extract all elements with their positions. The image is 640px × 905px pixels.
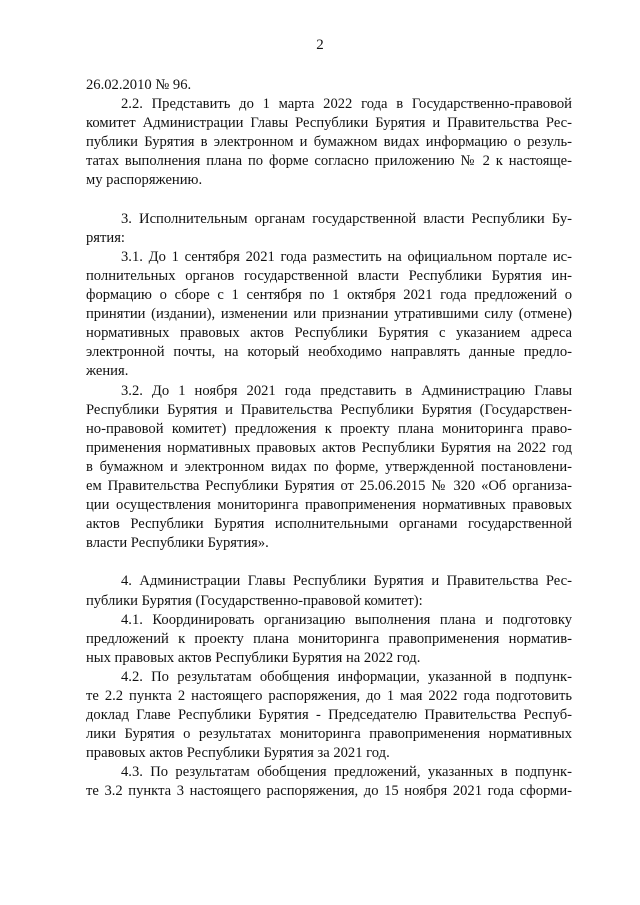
text-line: 4.3. По результатам обобщения предложений, указанных в подпунк- bbox=[121, 764, 572, 781]
text-line: татах выполнения плана по форме согласно приложению № 2 к настояще- bbox=[86, 153, 572, 170]
text-line: Республики Бурятия и Правительства Республики Бурятия (Государствен- bbox=[86, 401, 572, 418]
text-line: принятии (издании), изменении или признании утратившими силу (отмене) bbox=[86, 306, 572, 323]
paragraph-gap bbox=[86, 553, 572, 572]
text-line: электронной почты, на который необходимо направлять данные предло- bbox=[86, 344, 572, 361]
text-line: полнительных органов государственной власти Республики Бурятия ин- bbox=[86, 267, 572, 284]
text-line: жения. bbox=[86, 363, 129, 380]
text-line: 3.2. До 1 ноября 2021 года представить в Администрацию Главы bbox=[121, 382, 572, 399]
page-number: 2 bbox=[316, 37, 324, 53]
text-line: правовых актов Республики Бурятия за 2021 год. bbox=[86, 745, 390, 762]
text-line: 26.02.2010 № 96. bbox=[86, 77, 192, 93]
paragraph-gap bbox=[86, 191, 572, 210]
text-line: 3. Исполнительным органам государственной власти Республики Бу- bbox=[121, 210, 572, 227]
text-line: применения нормативных правовых актов Республики Бурятия на 2022 год bbox=[86, 439, 572, 456]
text-line: те 3.2 пункта 3 настоящего распоряжения, до 15 ноября 2021 года сформи- bbox=[86, 783, 572, 800]
text-line: нормативных правовых актов Республики Бурятия с указанием адреса bbox=[86, 325, 572, 342]
text-line: 2.2. Представить до 1 марта 2022 года в Государственно-правовой bbox=[121, 96, 572, 113]
paragraph bbox=[86, 572, 572, 610]
text-line: в бумажном и электронном видах по форме, утвержденной постановлени- bbox=[86, 458, 572, 475]
text-line: 4.1. Координировать организацию выполнения плана и подготовку bbox=[121, 611, 572, 628]
paragraph bbox=[86, 95, 572, 190]
text-line: власти Республики Бурятия». bbox=[86, 535, 269, 552]
text-line: предложений к проекту плана мониторинга правоприменения норматив- bbox=[86, 630, 572, 647]
text-line: ем Правительства Республики Бурятия от 25.06.2015 № 320 «Об организа- bbox=[86, 477, 572, 494]
text-line: ных правовых актов Республики Бурятия на 2022 год. bbox=[86, 649, 421, 666]
text-line: доклад Главе Республики Бурятия - Председателю Правительства Респуб- bbox=[86, 707, 572, 724]
text-line: 4. Администрации Главы Республики Бурятия и Правительства Рес- bbox=[121, 573, 572, 590]
text-line: рятия: bbox=[86, 229, 125, 246]
paragraph bbox=[86, 668, 572, 763]
text-line: публики Бурятия в электронном и бумажном видах информацию о резуль- bbox=[86, 134, 572, 151]
text-line: 3.1. До 1 сентября 2021 года разместить на официальном портале ис- bbox=[121, 248, 572, 265]
text-line: актов Республики Бурятия исполнительными органами государственной bbox=[86, 516, 572, 533]
paragraph bbox=[86, 76, 572, 95]
text-line: му распоряжению. bbox=[86, 172, 203, 189]
text-line: комитет Администрации Главы Республики Бурятия и Правительства Рес- bbox=[86, 115, 572, 132]
text-line: ции осуществления мониторинга правоприменения нормативных правовых bbox=[86, 497, 572, 514]
text-line: 4.2. По результатам обобщения информации, указанной в подпунк- bbox=[121, 668, 572, 685]
document-body bbox=[86, 76, 572, 802]
paragraph bbox=[86, 382, 572, 554]
text-line: но-правовой комитет) предложения к проекту плана мониторинга право- bbox=[86, 420, 572, 437]
text-line: формацию о сборе с 1 сентября по 1 октября 2021 года предложений о bbox=[86, 287, 572, 304]
text-line: те 2.2 пункта 2 настоящего распоряжения, до 1 мая 2022 года подготовить bbox=[86, 688, 572, 704]
paragraph bbox=[86, 248, 572, 382]
paragraph bbox=[86, 210, 572, 248]
paragraph bbox=[86, 611, 572, 668]
text-line: лики Бурятия о результатах мониторинга правоприменения нормативных bbox=[86, 726, 572, 743]
text-line: публики Бурятия (Государственно-правовой комитет): bbox=[86, 592, 423, 609]
paragraph bbox=[86, 763, 572, 801]
